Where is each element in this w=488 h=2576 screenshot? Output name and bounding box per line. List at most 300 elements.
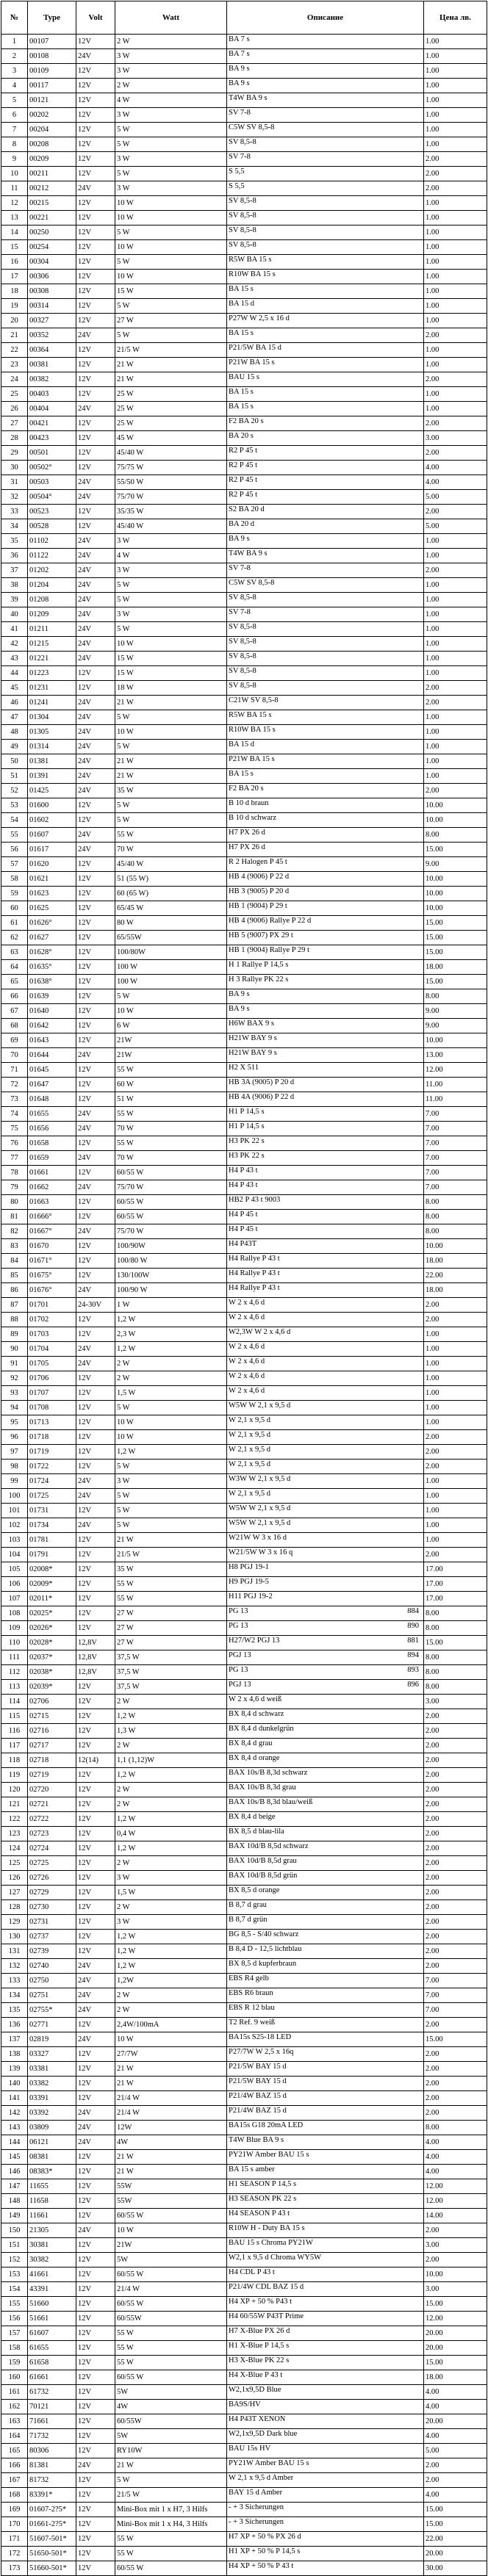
description [227, 108, 424, 123]
description [227, 2238, 424, 2253]
price: 15.00 [424, 843, 487, 857]
wattage: 5 W [115, 137, 227, 152]
wattage: 60/55 W [115, 1166, 227, 1180]
price: 2.00 [424, 696, 487, 710]
price: 9.00 [424, 1004, 487, 1019]
description-text: W 2 x 4,6 d [229, 1299, 265, 1307]
voltage: 12V [76, 108, 115, 123]
voltage: 12V [76, 1797, 115, 1812]
description [227, 960, 424, 975]
wattage: 55 W [115, 1107, 227, 1122]
price: 2.00 [424, 1812, 487, 1827]
type-code: 01635° [28, 960, 76, 975]
description [227, 123, 424, 137]
row-number: 25 [1, 387, 28, 402]
description-text: SV 8,5-8 [229, 138, 256, 146]
description [227, 461, 424, 475]
price: 7.00 [424, 1136, 487, 1151]
row-number: 102 [1, 1518, 28, 1533]
table-row [1, 2135, 487, 2150]
row-number: 154 [1, 2282, 28, 2297]
row-number: 35 [1, 534, 28, 549]
row-number: 78 [1, 1166, 28, 1180]
row-number: 118 [1, 1753, 28, 1768]
description [227, 1122, 424, 1136]
description-text: W2,1x9,5D Dark blue [229, 2430, 298, 2438]
wattage: 21 W [115, 372, 227, 387]
description [227, 79, 424, 93]
description-text: SV 8,5-8 [229, 594, 256, 602]
price: 5.00 [424, 2444, 487, 2458]
description-text: P21/4W CDL BAZ 15 d [229, 2283, 304, 2291]
price: 2.00 [424, 2253, 487, 2267]
voltage: 24V [76, 49, 115, 64]
voltage: 24V [76, 2121, 115, 2135]
wattage: 21 W [115, 358, 227, 372]
description [227, 622, 424, 637]
voltage: 24V [76, 2003, 115, 2018]
description-text: BA 15 s [229, 329, 254, 337]
voltage: 12V [76, 2400, 115, 2414]
description [227, 1166, 424, 1180]
price: 11.00 [424, 1092, 487, 1107]
price: 1.00 [424, 35, 487, 49]
description-text: SV 8,5-8 [229, 241, 256, 249]
type-code: 03809 [28, 2121, 76, 2135]
table-row [1, 1900, 487, 1915]
description-code: 884 [407, 1607, 419, 1615]
voltage: 12V [76, 2194, 115, 2209]
row-number: 146 [1, 2165, 28, 2179]
wattage: 2 W [115, 79, 227, 93]
table-row [1, 490, 487, 505]
description-text: R5W BA 15 s [229, 711, 272, 719]
row-number: 33 [1, 505, 28, 519]
row-number: 28 [1, 431, 28, 446]
row-number: 127 [1, 1886, 28, 1900]
description-text: HB 5 (9007) PX 29 t [229, 931, 293, 939]
table-row [1, 1739, 487, 1753]
price: 2.00 [424, 446, 487, 461]
description [227, 1562, 424, 1577]
table-row [1, 1562, 487, 1577]
table-row [1, 416, 487, 431]
row-number: 122 [1, 1812, 28, 1827]
description-text: BX 8,4 d orange [229, 1754, 280, 1762]
price: 4.00 [424, 2385, 487, 2400]
voltage: 12V [76, 1386, 115, 1401]
description-text: W 2 x 4,6 d [229, 1313, 265, 1321]
wattage: 37,5 W [115, 1665, 227, 1680]
table-row [1, 2341, 487, 2356]
description-text: HB 4 (9006) P 22 d [229, 873, 290, 881]
wattage: 55 W [115, 2341, 227, 2356]
type-code: 02819 [28, 2032, 76, 2047]
type-code: 01628° [28, 945, 76, 960]
type-code: 01667° [28, 1224, 76, 1239]
row-number: 164 [1, 2429, 28, 2444]
table-row [1, 387, 487, 402]
table-row [1, 2121, 487, 2135]
price: 2.00 [424, 1871, 487, 1886]
voltage: 12V [76, 1592, 115, 1606]
table-row [1, 2473, 487, 2488]
wattage: 1,2 W [115, 1930, 227, 1944]
voltage: 12V [76, 872, 115, 887]
voltage: 24V [76, 402, 115, 416]
voltage: 12V [76, 519, 115, 534]
wattage: 45/40 W [115, 519, 227, 534]
description [227, 1930, 424, 1944]
wattage: 130/100W [115, 1269, 227, 1283]
voltage: 24V [76, 490, 115, 505]
type-code: 01731 [28, 1504, 76, 1518]
description [227, 1753, 424, 1768]
voltage: 12V [76, 2062, 115, 2077]
table-row [1, 2003, 487, 2018]
price: 9.00 [424, 857, 487, 872]
wattage: 5W [115, 2385, 227, 2400]
table-row [1, 2488, 487, 2503]
price: 10.00 [424, 1033, 487, 1048]
table-row [1, 2062, 487, 2077]
table-row [1, 1460, 487, 1474]
description-text: BX 8,4 d schwarz [229, 1710, 284, 1718]
price: 2.00 [424, 1768, 487, 1783]
wattage: 3 W [115, 108, 227, 123]
table-row [1, 622, 487, 637]
table-row [1, 1518, 487, 1533]
type-code: 00314 [28, 299, 76, 314]
wattage: 55W [115, 2179, 227, 2194]
description [227, 1577, 424, 1592]
description-text: R2 P 45 t [229, 447, 257, 455]
price: 1.00 [424, 769, 487, 784]
description-text: C5W SV 8,5-8 [229, 579, 275, 587]
description [227, 534, 424, 549]
row-number: 68 [1, 1019, 28, 1033]
row-number: 159 [1, 2356, 28, 2370]
price: 7.00 [424, 1122, 487, 1136]
wattage: 1,1 (1,12)W [115, 1753, 227, 1768]
wattage: 3 W [115, 49, 227, 64]
price: 8.00 [424, 989, 487, 1004]
voltage: 12V [76, 1930, 115, 1944]
row-number: 125 [1, 1856, 28, 1871]
wattage: 15 W [115, 652, 227, 666]
wattage: 35/35 W [115, 505, 227, 519]
description-text: HB 3A (9005) P 20 d [229, 1078, 295, 1086]
voltage: 12V [76, 2385, 115, 2400]
wattage: 5 W [115, 1489, 227, 1504]
description [227, 1915, 424, 1930]
wattage: 5 W [115, 299, 227, 314]
description-code: 881 [407, 1637, 419, 1645]
row-number: 29 [1, 446, 28, 461]
wattage: 27 W [115, 1606, 227, 1621]
voltage: 12,8V [76, 1650, 115, 1665]
price: 1.00 [424, 1533, 487, 1548]
price: 20.00 [424, 2326, 487, 2341]
table-row [1, 284, 487, 299]
table-row [1, 1504, 487, 1518]
description [227, 2135, 424, 2150]
table-row [1, 828, 487, 843]
description [227, 1548, 424, 1562]
voltage: 12V [76, 372, 115, 387]
price: 15.00 [424, 2517, 487, 2532]
wattage: 5W [115, 2253, 227, 2267]
type-code: 02037* [28, 1650, 76, 1665]
table-row [1, 2503, 487, 2517]
row-number: 165 [1, 2444, 28, 2458]
table-row [1, 1386, 487, 1401]
voltage: 24V [76, 754, 115, 769]
voltage: 12V [76, 1709, 115, 1724]
voltage: 24V [76, 2032, 115, 2047]
wattage: 25 W [115, 387, 227, 402]
table-row [1, 181, 487, 196]
description-text: H1 P 14,5 s [229, 1108, 265, 1116]
description [227, 2458, 424, 2473]
price: 7.00 [424, 1166, 487, 1180]
voltage: 12V [76, 1695, 115, 1709]
voltage: 12V [76, 2517, 115, 2532]
price: 2.00 [424, 681, 487, 696]
voltage: 24V [76, 622, 115, 637]
voltage: 12V [76, 1063, 115, 1078]
table-row [1, 137, 487, 152]
type-code: 00117 [28, 79, 76, 93]
type-code: 02729 [28, 1886, 76, 1900]
voltage: 12V [76, 1371, 115, 1386]
type-code: 61658 [28, 2356, 76, 2370]
price: 1.00 [424, 710, 487, 725]
type-code: 02720 [28, 1783, 76, 1797]
row-number: 153 [1, 2267, 28, 2282]
description-text: PG 13 [229, 1607, 248, 1615]
wattage: 2 W [115, 1357, 227, 1371]
row-number: 47 [1, 710, 28, 725]
description-text: BA 7 s [229, 35, 250, 43]
table-row [1, 578, 487, 593]
row-number: 92 [1, 1371, 28, 1386]
table-row [1, 1621, 487, 1636]
description [227, 1504, 424, 1518]
row-number: 75 [1, 1122, 28, 1136]
type-code: 01675° [28, 1269, 76, 1283]
wattage: 10 W [115, 1004, 227, 1019]
description [227, 2297, 424, 2312]
table-row [1, 1136, 487, 1151]
price: 17.00 [424, 1592, 487, 1606]
description-text: W 2 x 4,6 d weiß [229, 1695, 282, 1703]
price: 20.00 [424, 2341, 487, 2356]
voltage: 24V [76, 740, 115, 754]
description [227, 1650, 424, 1665]
wattage: 2 W [115, 2003, 227, 2018]
description-text: R2 P 45 t [229, 476, 257, 484]
description-text: P21/4W BAZ 15 d [229, 2107, 287, 2115]
description [227, 887, 424, 901]
wattage: 5 W [115, 1460, 227, 1474]
description [227, 314, 424, 328]
description [227, 1239, 424, 1254]
description [227, 931, 424, 945]
table-row [1, 2532, 487, 2547]
table-row [1, 2458, 487, 2473]
wattage: 5 W [115, 798, 227, 813]
table-row [1, 1004, 487, 1019]
price: 15.00 [424, 916, 487, 931]
description [227, 681, 424, 696]
description-text: BX 8,5 d kupferbraun [229, 1960, 297, 1968]
type-code: 01314 [28, 740, 76, 754]
type-code: 70121 [28, 2400, 76, 2414]
row-number: 98 [1, 1460, 28, 1474]
table-row [1, 2253, 487, 2267]
voltage: 12V [76, 1680, 115, 1695]
wattage: 4 W [115, 93, 227, 108]
voltage: 12V [76, 2488, 115, 2503]
description [227, 2385, 424, 2400]
price: 5.00 [424, 519, 487, 534]
description-text: S2 BA 20 d [229, 505, 265, 513]
table-row [1, 255, 487, 270]
price: 15.00 [424, 1636, 487, 1650]
price: 2.00 [424, 1915, 487, 1930]
voltage: 12V [76, 1548, 115, 1562]
type-code: 00528 [28, 519, 76, 534]
description [227, 2473, 424, 2488]
description-text: H4 XP + 50 % P 43 t [229, 2562, 294, 2570]
description-text: H7 X-Blue PX 26 d [229, 2327, 290, 2335]
table-row [1, 2165, 487, 2179]
description-text: R5W BA 15 s [229, 256, 272, 264]
description-text: BA 15 s [229, 388, 254, 396]
wattage: 5 W [115, 710, 227, 725]
row-number: 60 [1, 901, 28, 916]
price: 2.00 [424, 2047, 487, 2062]
wattage: 21W [115, 1048, 227, 1063]
price: 1.00 [424, 1401, 487, 1415]
voltage: 12V [76, 666, 115, 681]
table-row [1, 813, 487, 828]
description-text: H4 CDL P 43 t [229, 2268, 275, 2276]
row-number: 84 [1, 1254, 28, 1269]
table-row [1, 1606, 487, 1621]
description [227, 2150, 424, 2165]
row-number: 63 [1, 945, 28, 960]
type-code: 01223 [28, 666, 76, 681]
wattage: 10 W [115, 637, 227, 652]
price: 2.00 [424, 1313, 487, 1327]
description [227, 519, 424, 534]
price: 7.00 [424, 1974, 487, 1988]
row-number: 131 [1, 1944, 28, 1959]
description-text: BA 9 s [229, 535, 250, 543]
description-text: P21W BA 15 s [229, 755, 275, 763]
price: 1.00 [424, 299, 487, 314]
voltage: 12V [76, 1768, 115, 1783]
description [227, 2194, 424, 2209]
price: 1.00 [424, 1518, 487, 1533]
description-text: B 8,4 D - 12,5 lichtblau [229, 1945, 302, 1953]
description [227, 1636, 424, 1650]
row-number: 70 [1, 1048, 28, 1063]
wattage: 21 W [115, 2458, 227, 2473]
description-text: W3W W 2,1 x 9,5 d [229, 1475, 291, 1483]
table-row [1, 2209, 487, 2223]
voltage: 12V [76, 2532, 115, 2547]
wattage: 75/70 W [115, 1180, 227, 1195]
price: 4.00 [424, 2400, 487, 2414]
type-code: 01607 [28, 828, 76, 843]
price: 1.00 [424, 1415, 487, 1430]
description [227, 2121, 424, 2135]
price: 15.00 [424, 945, 487, 960]
voltage: 24V [76, 549, 115, 563]
price: 20.00 [424, 2547, 487, 2561]
type-code: 01734 [28, 1518, 76, 1533]
type-code: 02750 [28, 1974, 76, 1988]
row-number: 161 [1, 2385, 28, 2400]
table-row [1, 93, 487, 108]
wattage: 55W [115, 2194, 227, 2209]
voltage: 12V [76, 79, 115, 93]
price: 3.00 [424, 2238, 487, 2253]
row-number: 145 [1, 2150, 28, 2165]
description [227, 2414, 424, 2429]
wattage: 60/55 W [115, 2297, 227, 2312]
wattage: 5 W [115, 2473, 227, 2488]
price: 1.00 [424, 1357, 487, 1371]
description-text: H4 X-Blue P 43 t [229, 2371, 283, 2379]
type-code: 01791 [28, 1548, 76, 1562]
voltage: 24V [76, 534, 115, 549]
description [227, 1415, 424, 1430]
type-code: 06121 [28, 2135, 76, 2150]
voltage: 12V [76, 1944, 115, 1959]
wattage: 55 W [115, 2326, 227, 2341]
type-code: 01724 [28, 1474, 76, 1489]
table-row [1, 2429, 487, 2444]
voltage: 12V [76, 1577, 115, 1592]
description-text: H1 X-Blue P 14,5 s [229, 2342, 290, 2350]
table-row [1, 1680, 487, 1695]
table-row [1, 1915, 487, 1930]
description [227, 2253, 424, 2267]
price: 2.00 [424, 1797, 487, 1812]
voltage: 12V [76, 1562, 115, 1577]
description [227, 93, 424, 108]
price: 1.00 [424, 666, 487, 681]
type-code: 80306 [28, 2444, 76, 2458]
table-row [1, 1592, 487, 1606]
table-row [1, 1048, 487, 1063]
description-text: BA 7 s [229, 50, 250, 58]
row-number: 128 [1, 1900, 28, 1915]
wattage: 27/7W [115, 2047, 227, 2062]
table-row [1, 2385, 487, 2400]
type-code: 01304 [28, 710, 76, 725]
type-code: 02755* [28, 2003, 76, 2018]
description-text: H11 PGJ 19-2 [229, 1592, 273, 1601]
description-text: W2,1 x 9,5 d Chroma WY5W [229, 2254, 322, 2262]
description [227, 1827, 424, 1841]
description [227, 1695, 424, 1709]
row-number: 94 [1, 1401, 28, 1415]
